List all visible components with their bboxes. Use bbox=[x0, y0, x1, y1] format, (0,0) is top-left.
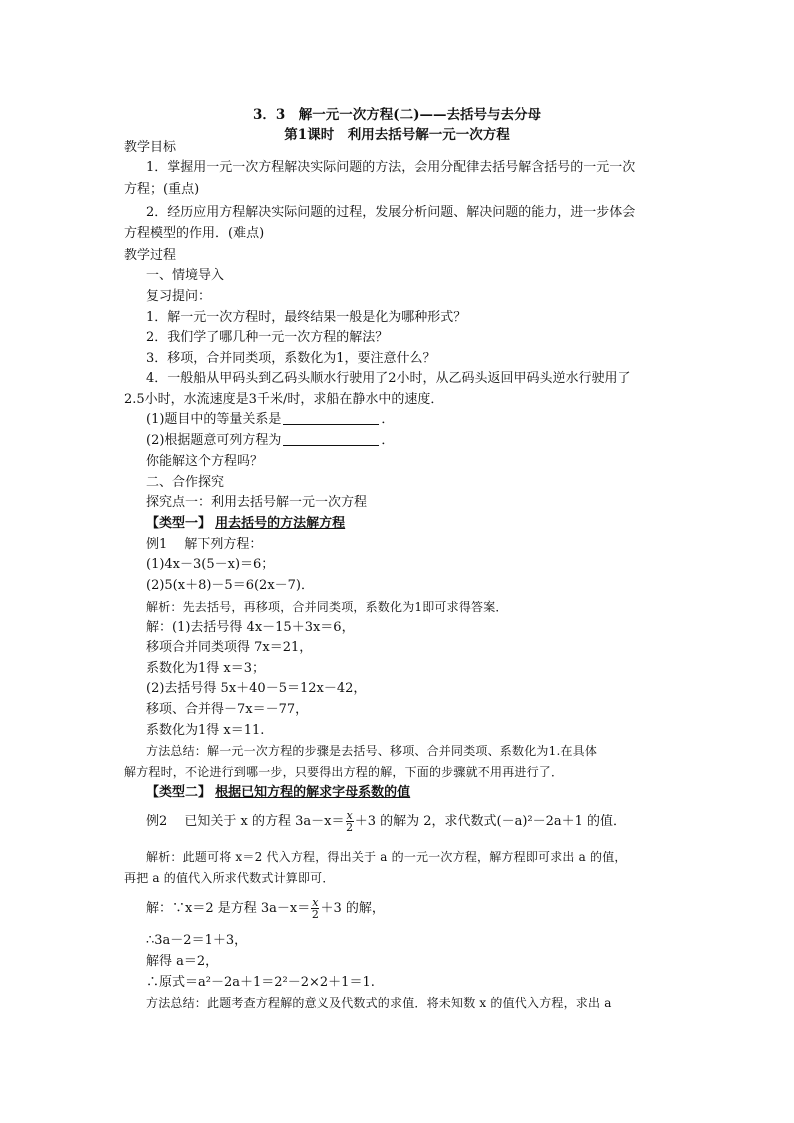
example-1-solution-step: 解：(1)去括号得 4x－15＋3x＝6， bbox=[146, 620, 355, 635]
fraction-denominator: 2 bbox=[346, 821, 354, 834]
example-2-solution-step-1 bbox=[146, 897, 385, 921]
example-1-solution-step: (2)去括号得 5x＋40－5＝12x－42， bbox=[146, 681, 367, 696]
question-4-part-2-text: (2)根据题意可列方程为 bbox=[146, 433, 282, 448]
review-question-4-line-2: 2.5小时，水流速度是3千米/时，求船在静水中的速度． bbox=[124, 392, 444, 407]
example-1-intro: 例1 解下列方程： bbox=[146, 537, 263, 552]
example-1-solution-step: 移项、合并得－7x＝－77， bbox=[146, 702, 309, 717]
answer-blank bbox=[283, 412, 379, 425]
example-2-problem bbox=[146, 810, 626, 834]
example-1-summary-line-1: 方法总结：解一元一次方程的步骤是去括号、移项、合并同类项、系数化为1.在具体 bbox=[146, 744, 598, 758]
objective-1-line-2: 方程；(重点) bbox=[124, 182, 200, 197]
fraction-numerator: x bbox=[346, 809, 353, 822]
review-question-2: 2．我们学了哪几种一元一次方程的解法？ bbox=[146, 330, 389, 345]
fraction-x-over-2 bbox=[346, 810, 354, 833]
example-1-equation-1: (1)4x－3(5－x)＝6； bbox=[146, 557, 275, 572]
example-2-solution-text-end: ＋3 的解， bbox=[320, 901, 385, 916]
objective-2-line-1: 2．经历应用方程解决实际问题的过程，发展分析问题、解决问题的能力，进一步体会 bbox=[146, 205, 636, 220]
review-question-4-line-1: 4．一般船从甲码头到乙码头顺水行驶用了2小时，从乙码头返回甲码头逆水行驶用了 bbox=[146, 371, 631, 386]
blank-period: ． bbox=[381, 412, 395, 427]
objectives-heading: 教学目标 bbox=[124, 140, 177, 155]
objective-1-line-1: 1．掌握用一元一次方程解决实际问题的方法，会用分配律去括号解含括号的一元一次 bbox=[146, 160, 636, 175]
solve-prompt: 你能解这个方程吗？ bbox=[146, 454, 264, 469]
type-2-heading bbox=[146, 785, 410, 801]
question-4-part-1-text: (1)题目中的等量关系是 bbox=[146, 412, 282, 427]
question-4-part-2 bbox=[146, 433, 394, 449]
fraction-numerator: x bbox=[312, 896, 319, 909]
example-2-solution-text-start: 解：∵x＝2 是方程 3a－x＝ bbox=[146, 901, 311, 916]
answer-blank bbox=[283, 433, 379, 446]
question-4-part-1 bbox=[146, 412, 394, 428]
example-2-analysis-line-1: 解析：此题可将 x＝2 代入方程，得出关于 a 的一元一次方程，解方程即可求出 a 的值， bbox=[146, 850, 627, 864]
section-1-heading: 一、情境导入 bbox=[146, 268, 225, 283]
section-2-heading: 二、合作探究 bbox=[146, 475, 225, 490]
example-1-solution-step: 移项合并同类项得 7x＝21， bbox=[146, 640, 313, 655]
type-2-title: 根据已知方程的解求字母系数的值 bbox=[215, 785, 411, 800]
example-2-analysis-line-2: 再把 a 的值代入所求代数式计算即可． bbox=[124, 871, 335, 885]
type-1-title: 用去括号的方法解方程 bbox=[215, 516, 346, 531]
exploration-point-1: 探究点一：利用去括号解一元一次方程 bbox=[146, 495, 368, 510]
type-1-heading bbox=[146, 516, 345, 532]
example-1-analysis: 解析：先去括号，再移项，合并同类项，系数化为1即可求得答案． bbox=[146, 600, 508, 614]
example-1-summary-line-2: 解方程时，不论进行到哪一步，只要得出方程的解，下面的步骤就不用再进行了． bbox=[124, 765, 564, 779]
lesson-subtitle: 第1课时 利用去括号解一元一次方程 bbox=[284, 127, 510, 143]
blank-period: ． bbox=[381, 433, 395, 448]
example-1-equation-2: (2)5(x＋8)－5＝6(2x－7)． bbox=[146, 578, 314, 593]
fraction-x-over-2 bbox=[311, 897, 319, 920]
example-2-solution-step: ∴原式＝a²－2a＋1＝2²－2×2＋1＝1. bbox=[146, 975, 375, 990]
lesson-title: 3．3 解一元一次方程(二)——去括号与去分母 bbox=[252, 107, 542, 123]
objective-2-line-2: 方程模型的作用．(难点) bbox=[124, 226, 265, 241]
example-2-solution-step: 解得 a＝2， bbox=[146, 954, 219, 969]
review-question-3: 3．移项，合并同类项，系数化为1，要注意什么？ bbox=[146, 351, 436, 366]
process-heading: 教学过程 bbox=[124, 248, 177, 263]
example-2-text-start: 例2 已知关于 x 的方程 3a－x＝ bbox=[146, 814, 345, 829]
review-label: 复习提问： bbox=[146, 289, 212, 304]
example-2-text-end: ＋3 的解为 2，求代数式(－a)²－2a＋1 的值． bbox=[354, 814, 627, 829]
example-2-summary-line-1: 方法总结：此题考查方程解的意义及代数式的求值．将未知数 x 的值代入方程，求出 a bbox=[146, 996, 612, 1010]
example-1-solution-step: 系数化为1得 x＝11. bbox=[146, 723, 265, 738]
review-question-1: 1．解一元一次方程时，最终结果一般是化为哪种形式？ bbox=[146, 310, 467, 325]
fraction-denominator: 2 bbox=[311, 908, 319, 921]
type-1-label: 【类型一】 bbox=[146, 516, 212, 531]
example-1-solution-step: 系数化为1得 x＝3； bbox=[146, 661, 266, 676]
type-2-label: 【类型二】 bbox=[146, 785, 212, 800]
example-2-solution-step: ∴3a－2＝1＋3， bbox=[146, 933, 248, 948]
